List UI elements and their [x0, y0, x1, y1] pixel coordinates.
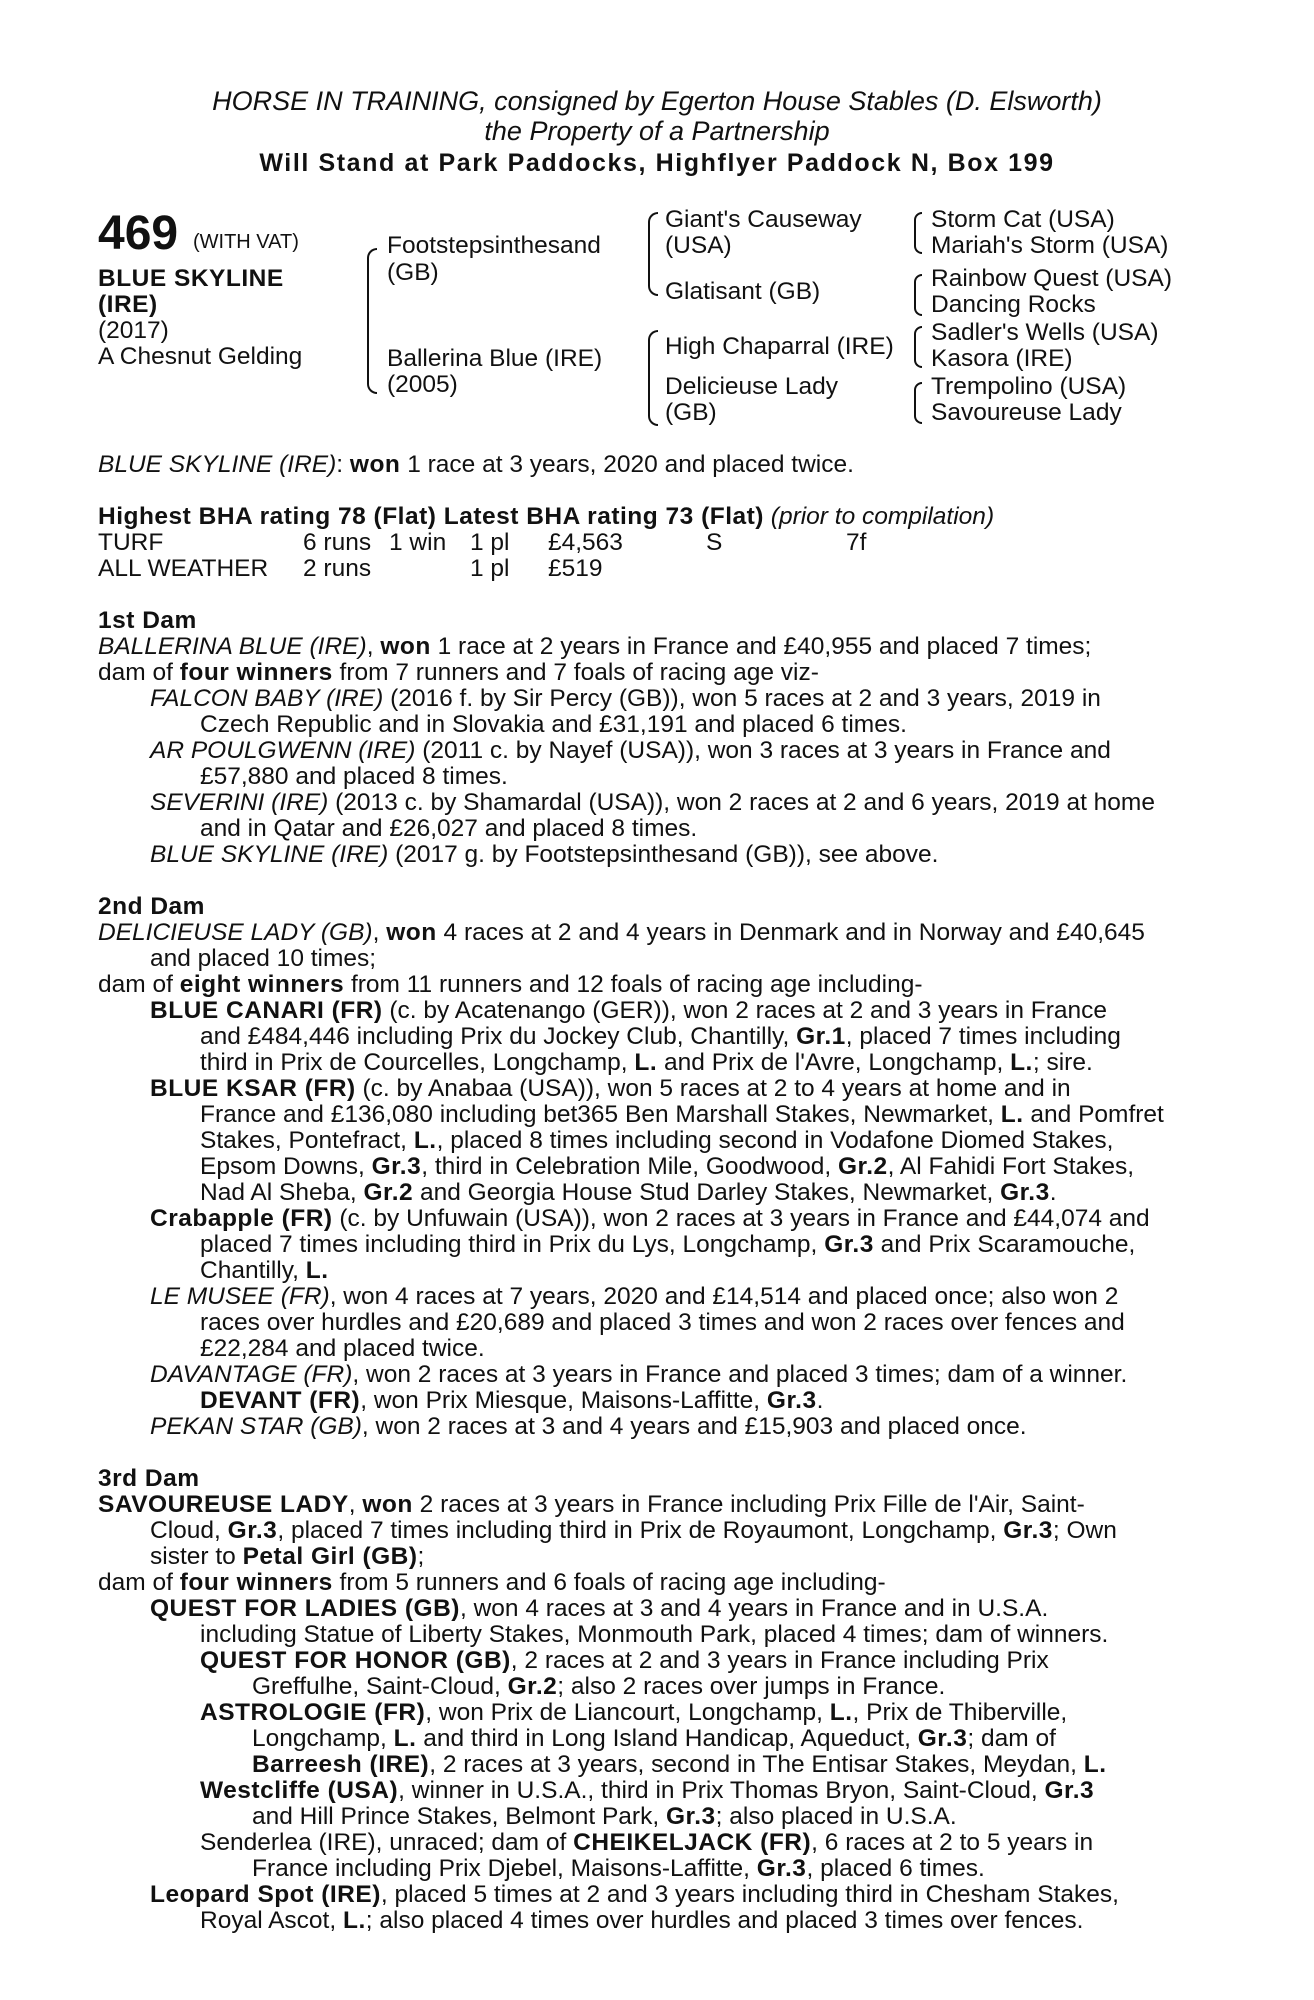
pedigree-sd-dam: Dancing Rocks: [931, 291, 1096, 318]
produce-entry-sub: Senderlea (IRE), unraced; dam of CHEIKELJACK (FR), 6 races at 2 to 5 years in: [200, 1829, 1094, 1856]
pedigree-dd-sire: Trempolino (USA): [931, 373, 1127, 400]
record-runs: 6 runs: [303, 529, 372, 556]
horse-description: A Chesnut Gelding: [98, 343, 303, 370]
produce-entry: Leopard Spot (IRE), placed 5 times at 2 and 3 years including third in Chesham Stakes,: [150, 1881, 1119, 1908]
dam-record-cont: sister to Petal Girl (GB);: [150, 1543, 425, 1570]
record-wins: 1 win: [389, 529, 447, 556]
produce-entry: LE MUSEE (FR), won 4 races at 7 years, 2020 and £14,514 and placed once; also won 2: [150, 1283, 1119, 1310]
pedigree-dam-sire: High Chaparral (IRE): [665, 333, 894, 360]
bha-rating: Highest BHA rating 78 (Flat) Latest BHA rating 73 (Flat) (prior to compilation): [98, 503, 995, 530]
dam-produce-summary: dam of four winners from 5 runners and 6 foals of racing age including-: [98, 1569, 886, 1596]
catalogue-heading: HORSE IN TRAINING, consigned by Egerton House Stables (D. Elsworth): [212, 86, 1102, 116]
produce-entry-cont: France and £136,080 including bet365 Ben Marshall Stakes, Newmarket, L. and Pomfret: [200, 1101, 1164, 1128]
pedigree-ds-dam: Kasora (IRE): [931, 345, 1073, 372]
produce-entry-cont: and in Qatar and £26,027 and placed 8 times.: [200, 815, 698, 842]
pedigree-brace-dam: [648, 330, 658, 426]
pedigree-brace-gen3-2: [914, 274, 922, 316]
pedigree-sd-sire: Rainbow Quest (USA): [931, 265, 1173, 292]
produce-entry-cont: Chantilly, L.: [200, 1257, 329, 1284]
produce-entry-sub: ASTROLOGIE (FR), won Prix de Liancourt, Longchamp, L., Prix de Thiberville,: [200, 1699, 1068, 1726]
produce-entry-cont: Czech Republic and in Slovakia and £31,191 and placed 6 times.: [200, 711, 907, 738]
record-surface: TURF: [98, 529, 164, 556]
dam-record: DELICIEUSE LADY (GB), won 4 races at 2 and 4 years in Denmark and in Norway and £40,645: [98, 919, 1145, 946]
produce-entry-sub-cont: Longchamp, L. and third in Long Island Handicap, Aqueduct, Gr.3; dam of: [252, 1725, 1056, 1752]
produce-entry-sub-cont: Barreesh (IRE), 2 races at 3 years, second in The Entisar Stakes, Meydan, L.: [252, 1751, 1107, 1778]
pedigree-ds-sire: Sadler's Wells (USA): [931, 319, 1159, 346]
record-runs: 2 runs: [303, 555, 372, 582]
produce-entry: QUEST FOR LADIES (GB), won 4 races at 3 and 4 years in France and in U.S.A.: [150, 1595, 1049, 1622]
produce-entry-cont: third in Prix de Courcelles, Longchamp, L. and Prix de l'Avre, Longchamp, L.; sire.: [200, 1049, 1093, 1076]
horse-suffix: (IRE): [98, 291, 158, 318]
vat-note: (WITH VAT): [193, 231, 299, 253]
pedigree-brace-gen1: [367, 248, 377, 394]
produce-entry-cont: Nad Al Sheba, Gr.2 and Georgia House Stud Darley Stakes, Newmarket, Gr.3.: [200, 1179, 1057, 1206]
produce-entry-cont: placed 7 times including third in Prix du Lys, Longchamp, Gr.3 and Prix Scaramouche,: [200, 1231, 1136, 1258]
pedigree-sire-sire-suffix: (USA): [665, 232, 732, 259]
foaling-year: (2017): [98, 317, 169, 344]
produce-entry-cont: Epsom Downs, Gr.3, third in Celebration Mile, Goodwood, Gr.2, Al Fahidi Fort Stakes,: [200, 1153, 1135, 1180]
produce-entry-sub-cont: and Hill Prince Stakes, Belmont Park, Gr.3; also placed in U.S.A.: [252, 1803, 957, 1830]
lot-number: 469: [98, 207, 179, 260]
dam-record: SAVOUREUSE LADY, won 2 races at 3 years in France including Prix Fille de l'Air, Saint-: [98, 1491, 1085, 1518]
section-heading-1st-dam: 1st Dam: [98, 607, 197, 634]
produce-entry-cont: including Statue of Liberty Stakes, Monmouth Park, placed 4 times; dam of winners.: [200, 1621, 1109, 1648]
record-prize-money: £519: [548, 555, 603, 582]
produce-entry-sub: DEVANT (FR), won Prix Miesque, Maisons-Laffitte, Gr.3.: [200, 1387, 824, 1414]
pedigree-dd-dam: Savoureuse Lady: [931, 399, 1122, 426]
produce-entry: SEVERINI (IRE) (2013 c. by Shamardal (USA)), won 2 races at 2 and 6 years, 2019 at home: [150, 789, 1155, 816]
produce-entry-cont: Stakes, Pontefract, L., placed 8 times including second in Vodafone Diomed Stakes,: [200, 1127, 1114, 1154]
record-going: S: [706, 529, 723, 556]
produce-entry-cont: races over hurdles and £20,689 and placed 3 times and won 2 races over fences and: [200, 1309, 1125, 1336]
produce-entry: PEKAN STAR (GB), won 2 races at 3 and 4 years and £15,903 and placed once.: [150, 1413, 1027, 1440]
dam-record-cont: Cloud, Gr.3, placed 7 times including third in Prix de Royaumont, Longchamp, Gr.3; Own: [150, 1517, 1117, 1544]
produce-entry-cont: £22,284 and placed twice.: [200, 1335, 485, 1362]
pedigree-brace-gen3-3: [914, 326, 922, 368]
produce-entry-sub-cont: France including Prix Djebel, Maisons-Laffitte, Gr.3, placed 6 times.: [252, 1855, 985, 1882]
pedigree-ss-dam: Mariah's Storm (USA): [931, 232, 1169, 259]
dam-record: BALLERINA BLUE (IRE), won 1 race at 2 years in France and £40,955 and placed 7 times;: [98, 633, 1092, 660]
record-placed: 1 pl: [470, 555, 510, 582]
pedigree-brace-gen3-4: [914, 382, 922, 424]
produce-entry-sub: QUEST FOR HONOR (GB), 2 races at 2 and 3 years in France including Prix: [200, 1647, 1049, 1674]
pedigree-sire-sire: Giant's Causeway: [665, 206, 862, 233]
pedigree-sire: Footstepsinthesand: [387, 232, 601, 259]
property-line: the Property of a Partnership: [484, 116, 830, 146]
produce-entry: AR POULGWENN (IRE) (2011 c. by Nayef (USA)), won 3 races at 3 years in France and: [150, 737, 1111, 764]
pedigree-brace-gen3-1: [914, 212, 922, 254]
produce-entry-cont: and £484,446 including Prix du Jockey Club, Chantilly, Gr.1, placed 7 times including: [200, 1023, 1121, 1050]
produce-entry-cont: £57,880 and placed 8 times.: [200, 763, 508, 790]
produce-entry-cont: Royal Ascot, L.; also placed 4 times over hurdles and placed 3 times over fences.: [200, 1907, 1084, 1934]
produce-entry: FALCON BABY (IRE) (2016 f. by Sir Percy (GB)), won 5 races at 2 and 3 years, 2019 in: [150, 685, 1101, 712]
pedigree-ss-sire: Storm Cat (USA): [931, 206, 1115, 233]
pedigree-brace-sire: [648, 212, 658, 296]
section-heading-2nd-dam: 2nd Dam: [98, 893, 205, 920]
section-heading-3rd-dam: 3rd Dam: [98, 1465, 200, 1492]
produce-entry-sub-cont: Greffulhe, Saint-Cloud, Gr.2; also 2 races over jumps in France.: [252, 1673, 946, 1700]
dam-produce-summary: dam of eight winners from 11 runners and 12 foals of racing age including-: [98, 971, 923, 998]
produce-entry: DAVANTAGE (FR), won 2 races at 3 years in France and placed 3 times; dam of a winner.: [150, 1361, 1128, 1388]
produce-entry: BLUE SKYLINE (IRE) (2017 g. by Footstepsinthesand (GB)), see above.: [150, 841, 939, 868]
produce-entry: BLUE KSAR (FR) (c. by Anabaa (USA)), won 5 races at 2 to 4 years at home and in: [150, 1075, 1071, 1102]
horse-name: BLUE SKYLINE: [98, 265, 284, 292]
produce-entry-sub: Westcliffe (USA), winner in U.S.A., third in Prix Thomas Bryon, Saint-Cloud, Gr.3: [200, 1777, 1095, 1804]
record-surface: ALL WEATHER: [98, 555, 269, 582]
produce-entry: Crabapple (FR) (c. by Unfuwain (USA)), won 2 races at 3 years in France and £44,074 and: [150, 1205, 1150, 1232]
pedigree-sire-suffix: (GB): [387, 259, 439, 286]
record-placed: 1 pl: [470, 529, 510, 556]
dam-record-cont: and placed 10 times;: [150, 945, 377, 972]
record-prize-money: £4,563: [548, 529, 623, 556]
pedigree-dam-year: (2005): [387, 371, 458, 398]
record-distance: 7f: [846, 529, 867, 556]
stand-location: Will Stand at Park Paddocks, Highflyer Paddock N, Box 199: [259, 149, 1055, 177]
dam-produce-summary: dam of four winners from 7 runners and 7 foals of racing age viz-: [98, 659, 819, 686]
race-summary: BLUE SKYLINE (IRE): won 1 race at 3 years, 2020 and placed twice.: [98, 451, 854, 478]
produce-entry: BLUE CANARI (FR) (c. by Acatenango (GER)), won 2 races at 2 and 3 years in France: [150, 997, 1108, 1024]
pedigree-dam: Ballerina Blue (IRE): [387, 345, 603, 372]
pedigree-dam-dam: Delicieuse Lady: [665, 373, 838, 400]
pedigree-dam-dam-suffix: (GB): [665, 399, 717, 426]
pedigree-sire-dam: Glatisant (GB): [665, 278, 821, 305]
